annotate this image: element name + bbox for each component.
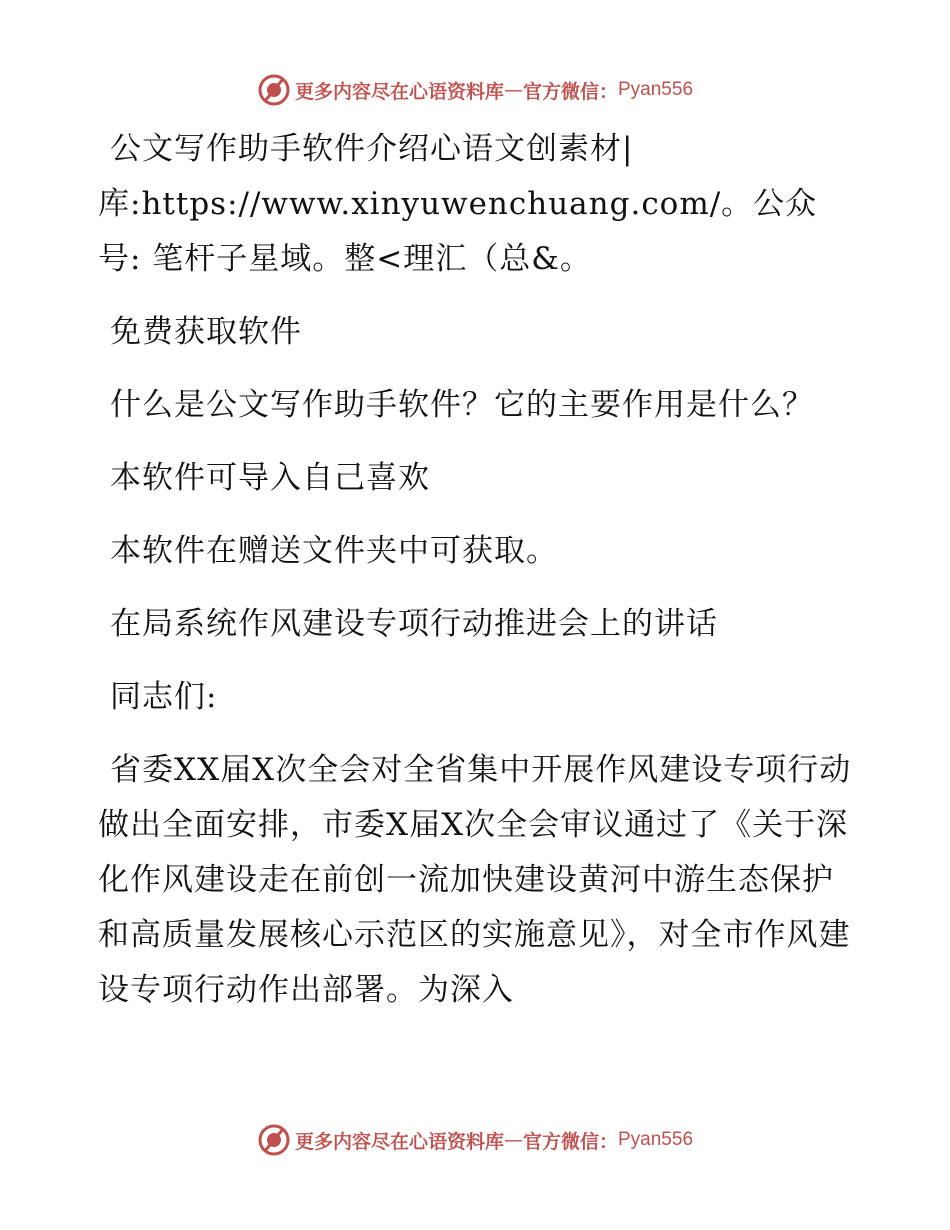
document-body — [98, 122, 858, 1018]
banner-text: 更多内容尽在心语资料库 — [294, 80, 504, 103]
banner-suffix: 官方微信： — [522, 80, 618, 103]
banner-text: 更多内容尽在心语资料库 — [294, 1130, 504, 1153]
banner-wechat-id: Pyan556 — [618, 79, 694, 100]
paragraph-free-software: 免费获取软件 — [110, 314, 302, 350]
paragraph-import: 本软件可导入自己喜欢 — [110, 460, 430, 496]
footer-banner — [0, 1120, 950, 1160]
banner-suffix: 官方微信： — [522, 1130, 618, 1153]
paragraph-folder: 本软件在赠送文件夹中可获取。 — [110, 533, 558, 569]
banner-wechat-id: Pyan556 — [618, 1129, 694, 1150]
paragraph-intro: 公文写作助手软件介绍心语文创素材|库:https://www.xinyuwenchuang.com/。公众号: 笔杆子星域。整<理汇（总&。 — [98, 131, 818, 277]
paragraph-body: 省委XX届X次全会对全省集中开展作风建设专项行动做出全面安排，市委X届X次全会审议通过了《关于深化作风建设走在前创一流加快建设黄河中游生态保护和高质量发展核心示范区的实施意见》，对全市作风建设专项行动作出部署。为深入 — [98, 752, 852, 1008]
banner-separator: — — [503, 79, 523, 101]
header-banner — [0, 70, 950, 110]
logo-icon — [257, 73, 291, 107]
logo-icon — [257, 1123, 291, 1157]
banner-separator: — — [503, 1129, 523, 1151]
speech-title: 在局系统作风建设专项行动推进会上的讲话 — [110, 606, 718, 642]
salutation: 同志们: — [110, 679, 218, 715]
paragraph-question: 什么是公文写作助手软件？它的主要作用是什么？ — [110, 387, 814, 423]
